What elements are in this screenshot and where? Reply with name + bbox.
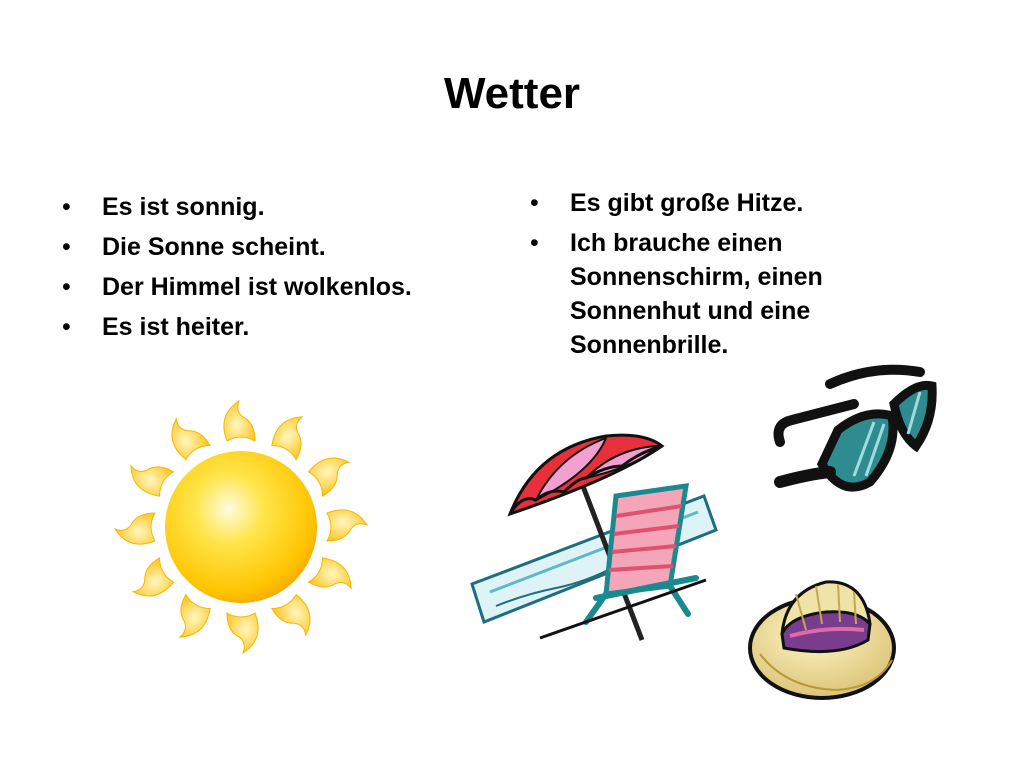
sun-ray	[272, 593, 319, 643]
list-item	[62, 270, 482, 304]
sun-ray	[115, 513, 155, 544]
bullet-dot: •	[530, 229, 539, 257]
sun-ray	[125, 558, 175, 605]
sun-icon	[96, 382, 386, 672]
bullet-dot: •	[62, 313, 71, 341]
sun-ray	[269, 409, 316, 459]
bullet-dot: •	[62, 233, 71, 261]
bullet-dot: •	[62, 193, 71, 221]
bullet-dot: •	[530, 189, 539, 217]
sun-ray	[224, 401, 255, 441]
list-item	[62, 190, 482, 224]
beach-umbrella-chair-icon	[466, 408, 732, 648]
sun-ray	[163, 411, 210, 461]
sun-ray	[327, 510, 367, 541]
list-item	[530, 186, 890, 220]
sun-ray	[308, 555, 358, 602]
sun-ray	[227, 613, 258, 653]
left-bullet-list	[62, 190, 482, 350]
bullet-text: Der Himmel ist wolkenlos.	[102, 273, 412, 301]
slide-title: Wetter	[443, 69, 581, 118]
bullet-text: Es ist sonnig.	[102, 193, 265, 221]
bullet-text: Es gibt große Hitze.	[570, 189, 804, 217]
sun-ray	[123, 452, 173, 499]
bullet-text: Ich brauche einen Sonnenschirm, einen Sonnenhut und eine Sonnenbrille.	[570, 229, 823, 359]
sun-hat-icon	[746, 564, 898, 706]
list-item	[62, 230, 482, 264]
sunglasses-icon	[770, 364, 938, 514]
sun-ray	[307, 449, 357, 496]
right-bullet-list	[530, 186, 890, 368]
sun-ray	[166, 594, 213, 644]
list-item	[530, 226, 890, 362]
list-item	[62, 310, 482, 344]
bullet-text: Die Sonne scheint.	[102, 233, 326, 261]
bullet-text: Es ist heiter.	[102, 313, 250, 341]
bullet-dot: •	[62, 273, 71, 301]
